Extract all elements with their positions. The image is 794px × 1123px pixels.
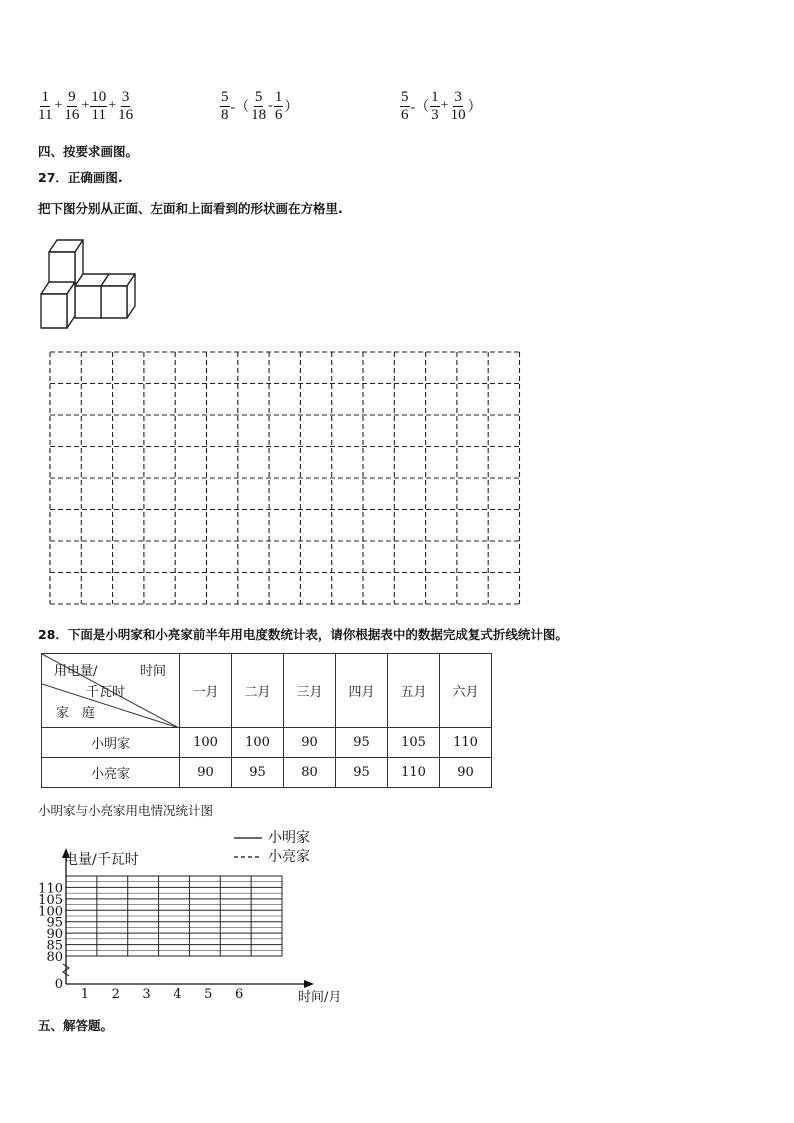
question-27-instruction: 把下图分别从正面、左面和上面看到的形状画在方格里. xyxy=(38,201,343,216)
corner-label-family: 家 庭 xyxy=(56,706,96,721)
numerator: 1 xyxy=(41,88,49,105)
x-axis-arrow xyxy=(304,980,314,988)
corner-label-unit: 千瓦时 xyxy=(86,685,126,700)
y-tick-label: 100 xyxy=(38,904,63,920)
denominator: 16 xyxy=(118,106,134,123)
operator: -（ xyxy=(410,100,430,115)
x-tick-label: 5 xyxy=(204,987,213,1002)
fraction xyxy=(430,89,440,124)
expression-2 xyxy=(220,86,299,126)
section-5-heading: 五、解答题。 xyxy=(38,1018,114,1033)
dashed-drawing-grid[interactable] xyxy=(48,350,522,606)
y-axis-label: 电量/千瓦时 xyxy=(64,852,139,868)
table-cell: 95 xyxy=(336,758,388,788)
denominator: 3 xyxy=(431,106,439,123)
cube-figure xyxy=(36,234,140,332)
y-tick-label: 85 xyxy=(46,938,63,954)
numerator: 5 xyxy=(221,88,229,105)
table-cell: 90 xyxy=(440,758,492,788)
row-name: 小明家 xyxy=(42,728,180,758)
denominator: 11 xyxy=(91,106,106,123)
numerator: 1 xyxy=(431,88,439,105)
legend-label: 小亮家 xyxy=(268,849,310,865)
numerator: 1 xyxy=(274,88,283,105)
table-cell: 95 xyxy=(336,728,388,758)
numerator: 3 xyxy=(121,88,130,105)
denominator: 6 xyxy=(401,106,409,123)
numerator: 9 xyxy=(68,88,76,105)
fraction xyxy=(274,89,284,124)
table-cell: 90 xyxy=(180,758,232,788)
y-tick-label: 95 xyxy=(46,915,63,931)
x-tick-label: 3 xyxy=(142,987,151,1002)
month-header: 二月 xyxy=(232,654,284,728)
x-tick-label: 6 xyxy=(235,987,244,1002)
x-tick-label: 1 xyxy=(80,987,89,1002)
table-cell: 110 xyxy=(388,758,440,788)
row-name: 小亮家 xyxy=(42,758,180,788)
corner-label-time: 时间 xyxy=(140,664,167,679)
denominator: 8 xyxy=(221,106,229,123)
numerator: 5 xyxy=(401,88,409,105)
numerator: 3 xyxy=(454,88,462,105)
table-cell: 100 xyxy=(180,728,232,758)
operator: + xyxy=(81,98,90,113)
month-header: 五月 xyxy=(388,654,440,728)
table-cell: 105 xyxy=(388,728,440,758)
table-cell: 80 xyxy=(284,758,336,788)
fraction xyxy=(63,89,80,124)
axis-break xyxy=(63,964,69,976)
section-4-heading: 四、按要求画图。 xyxy=(38,144,139,159)
table-cell: 100 xyxy=(232,728,284,758)
y-tick-label: 0 xyxy=(54,977,63,992)
x-tick-label: 4 xyxy=(173,987,182,1002)
operator: - xyxy=(268,98,273,113)
month-header: 六月 xyxy=(440,654,492,728)
table-cell: 110 xyxy=(440,728,492,758)
denominator: 11 xyxy=(38,106,53,123)
numerator: 10 xyxy=(91,88,107,105)
usage-table xyxy=(41,653,492,788)
operator: -（ xyxy=(230,100,250,115)
month-header: 三月 xyxy=(284,654,336,728)
question-27-title: 27．正确画图. xyxy=(38,170,123,185)
operator: ） xyxy=(284,100,299,115)
denominator: 10 xyxy=(450,106,466,123)
y-tick-label: 110 xyxy=(38,881,63,897)
denominator: 18 xyxy=(251,106,267,123)
legend-label: 小明家 xyxy=(268,830,310,846)
x-tick-label: 2 xyxy=(111,987,120,1002)
line-chart[interactable] xyxy=(30,828,370,1010)
month-header: 一月 xyxy=(180,654,232,728)
x-axis-label: 时间/月 xyxy=(298,990,342,1005)
numerator: 5 xyxy=(254,88,263,105)
corner-label-top: 用电量/ xyxy=(54,664,98,679)
denominator: 16 xyxy=(64,106,80,123)
fraction xyxy=(117,89,134,124)
table-cell: 95 xyxy=(232,758,284,788)
fraction xyxy=(400,89,410,124)
header-corner-cell xyxy=(42,654,180,728)
chart-title: 小明家与小亮家用电情况统计图 xyxy=(38,803,214,818)
operator: + xyxy=(54,98,63,113)
month-header: 四月 xyxy=(336,654,388,728)
fraction xyxy=(37,89,53,124)
y-tick-label: 105 xyxy=(38,892,63,908)
fraction xyxy=(90,89,107,124)
fraction xyxy=(250,89,267,124)
table-cell: 90 xyxy=(284,728,336,758)
expression-1 xyxy=(37,86,134,126)
y-tick-label: 80 xyxy=(46,950,63,965)
operator: + xyxy=(108,98,117,113)
operator: ） xyxy=(467,100,482,115)
fraction xyxy=(220,89,230,124)
operator: + xyxy=(440,98,449,113)
fraction xyxy=(450,89,467,124)
denominator: 6 xyxy=(274,106,283,123)
y-tick-label: 90 xyxy=(46,927,63,943)
expression-3 xyxy=(400,86,483,126)
question-28-title: 28．下面是小明家和小亮家前半年用电度数统计表，请你根据表中的数据完成复式折线统计图。 xyxy=(38,627,568,642)
